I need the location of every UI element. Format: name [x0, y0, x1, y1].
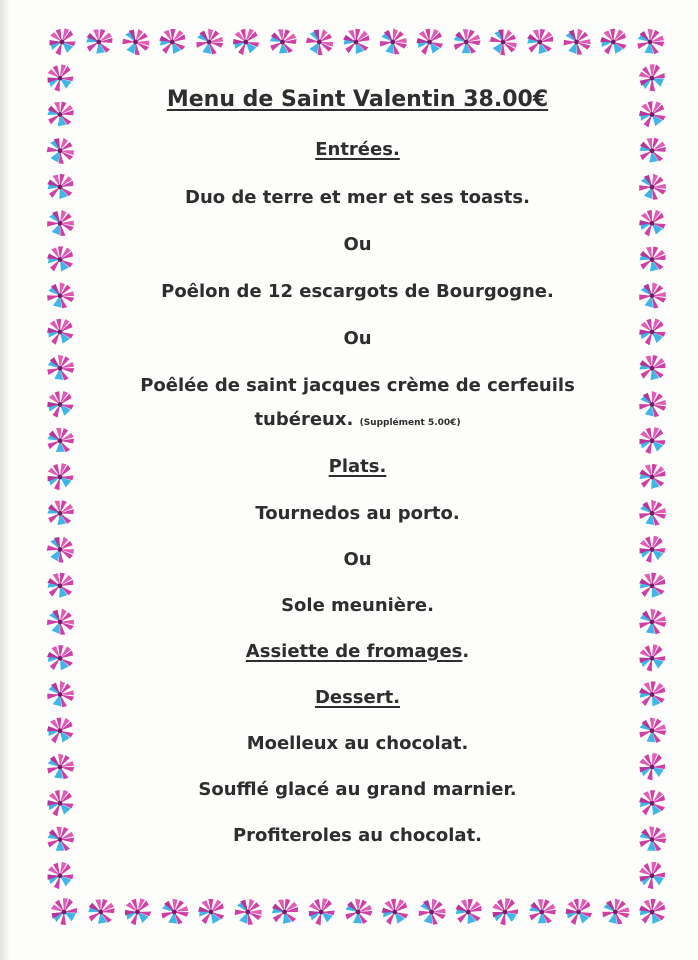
section-heading-dessert: Dessert. — [314, 687, 401, 708]
spacer — [90, 802, 625, 824]
poinsettia-flower-icon — [191, 24, 227, 60]
spacer — [90, 304, 625, 327]
poinsettia-flower-icon — [45, 317, 74, 345]
poinsettia-flower-icon — [375, 24, 411, 60]
spacer — [90, 162, 625, 186]
spacer — [90, 618, 625, 640]
poinsettia-flower-icon — [230, 26, 262, 57]
poinsettia-flower-icon — [634, 277, 670, 313]
poinsettia-flower-icon — [633, 24, 668, 59]
poinsettia-flower-icon — [414, 27, 444, 56]
poinsettia-flower-icon — [45, 571, 75, 600]
poinsettia-flower-icon — [44, 388, 76, 419]
poinsettia-flower-icon — [45, 172, 74, 200]
plat-item: Tournedos au porto. — [255, 503, 460, 524]
poinsettia-flower-icon — [44, 497, 76, 529]
poinsettia-flower-icon — [635, 532, 669, 565]
poinsettia-flower-icon — [559, 24, 595, 60]
entree-item: Poêlée de saint jacques crème de cerfeuils — [140, 375, 575, 396]
spacer — [90, 351, 625, 374]
dessert-item: Profiteroles au chocolat. — [232, 825, 483, 846]
poinsettia-flower-icon — [634, 60, 670, 96]
poinsettia-flower-icon — [636, 244, 668, 275]
poinsettia-flower-icon — [43, 61, 77, 95]
poinsettia-flower-icon — [634, 749, 669, 783]
supplement-note: (Supplément 5.00€) — [359, 418, 461, 428]
entree-item: Duo de terre et mer et ses toasts. — [185, 187, 530, 208]
poinsettia-flower-icon — [43, 859, 77, 892]
poinsettia-flower-icon — [636, 134, 668, 166]
fromages-trailing-period: . — [462, 641, 470, 662]
poinsettia-flower-icon — [635, 641, 669, 675]
spacer — [90, 257, 625, 280]
poinsettia-flower-icon — [634, 386, 670, 422]
spacer — [90, 756, 625, 778]
poinsettia-flower-icon — [43, 133, 78, 168]
spacer — [90, 435, 625, 455]
entree-item-text: tubéreux. — [254, 409, 354, 430]
poinsettia-flower-icon — [637, 462, 667, 491]
poinsettia-flower-icon — [639, 790, 665, 815]
menu-title: Menu de Saint Valentin 38.00€ — [166, 87, 549, 112]
spacer — [90, 120, 625, 138]
poinsettia-flower-icon — [380, 897, 409, 925]
dessert-item: Moelleux au chocolat. — [246, 733, 469, 754]
poinsettia-flower-icon — [638, 898, 665, 924]
poinsettia-flower-icon — [636, 316, 668, 348]
menu-content — [90, 80, 625, 848]
poinsettia-flower-icon — [634, 495, 670, 531]
or-separator: Ou — [343, 328, 372, 349]
poinsettia-flower-icon — [269, 896, 300, 926]
poinsettia-flower-icon — [121, 895, 154, 927]
poinsettia-flower-icon — [46, 894, 82, 929]
poinsettia-flower-icon — [42, 676, 78, 712]
poinsettia-flower-icon — [637, 353, 668, 383]
spacer — [90, 526, 625, 548]
poinsettia-flower-icon — [43, 532, 78, 567]
poinsettia-flower-icon — [42, 205, 78, 241]
poinsettia-flower-icon — [43, 822, 77, 856]
poinsettia-flower-icon — [304, 895, 338, 928]
spacer — [90, 398, 625, 408]
poinsettia-flower-icon — [47, 645, 73, 670]
poinsettia-flower-icon — [635, 713, 670, 748]
poinsettia-flower-icon — [634, 169, 670, 205]
section-heading-entrees: Entrées. — [315, 139, 400, 160]
spacer — [90, 572, 625, 594]
poinsettia-flower-icon — [414, 894, 450, 930]
poinsettia-flower-icon — [637, 99, 667, 129]
poinsettia-flower-icon — [341, 894, 376, 928]
or-separator: Ou — [343, 549, 372, 570]
poinsettia-flower-icon — [636, 207, 667, 238]
poinsettia-flower-icon — [47, 247, 73, 272]
section-heading-fromages — [90, 640, 625, 664]
poinsettia-flower-icon — [487, 25, 521, 59]
poinsettia-flower-icon — [635, 424, 668, 456]
poinsettia-flower-icon — [525, 27, 555, 57]
poinsettia-flower-icon — [44, 787, 76, 818]
poinsettia-flower-icon — [42, 604, 78, 640]
poinsettia-flower-icon — [634, 604, 670, 639]
spacer — [90, 479, 625, 502]
spacer — [90, 710, 625, 732]
poinsettia-flower-icon — [157, 894, 193, 929]
poinsettia-flower-icon — [83, 26, 115, 58]
poinsettia-flower-icon — [118, 24, 154, 60]
poinsettia-flower-icon — [43, 460, 77, 493]
section-heading-plats: Plats. — [328, 456, 387, 477]
poinsettia-flower-icon — [46, 716, 75, 744]
poinsettia-flower-icon — [634, 858, 669, 893]
entree-item-continuation — [90, 408, 625, 435]
poinsettia-flower-icon — [638, 571, 666, 599]
poinsettia-flower-icon — [635, 822, 670, 856]
poinsettia-flower-icon — [525, 895, 559, 928]
poinsettia-flower-icon — [266, 25, 299, 58]
poinsettia-flower-icon — [43, 350, 78, 385]
poinsettia-flower-icon — [43, 749, 79, 784]
fromages-heading-text: Assiette de fromages — [245, 641, 463, 662]
poinsettia-flower-icon — [197, 898, 224, 924]
poinsettia-flower-icon — [598, 894, 634, 930]
poinsettia-flower-icon — [230, 894, 266, 930]
poinsettia-flower-icon — [159, 29, 185, 54]
poinsettia-flower-icon — [44, 98, 76, 129]
poinsettia-flower-icon — [563, 896, 594, 926]
dessert-item: Soufflé glacé au grand marnier. — [198, 779, 517, 800]
poinsettia-flower-icon — [599, 28, 627, 55]
poinsettia-flower-icon — [302, 24, 337, 59]
spacer — [90, 664, 625, 686]
spacer — [90, 210, 625, 233]
poinsettia-flower-icon — [43, 423, 77, 457]
poinsettia-flower-icon — [45, 25, 78, 57]
plat-item: Sole meunière. — [281, 595, 434, 616]
entree-item: Poêlon de 12 escargots de Bourgogne. — [161, 281, 554, 302]
poinsettia-flower-icon — [638, 681, 665, 707]
or-separator: Ou — [343, 234, 372, 255]
poinsettia-flower-icon — [85, 896, 117, 928]
poinsettia-flower-icon — [342, 28, 370, 56]
poinsettia-flower-icon — [449, 25, 484, 59]
poinsettia-flower-icon — [42, 277, 78, 313]
poinsettia-flower-icon — [487, 894, 522, 928]
poinsettia-flower-icon — [454, 897, 483, 925]
